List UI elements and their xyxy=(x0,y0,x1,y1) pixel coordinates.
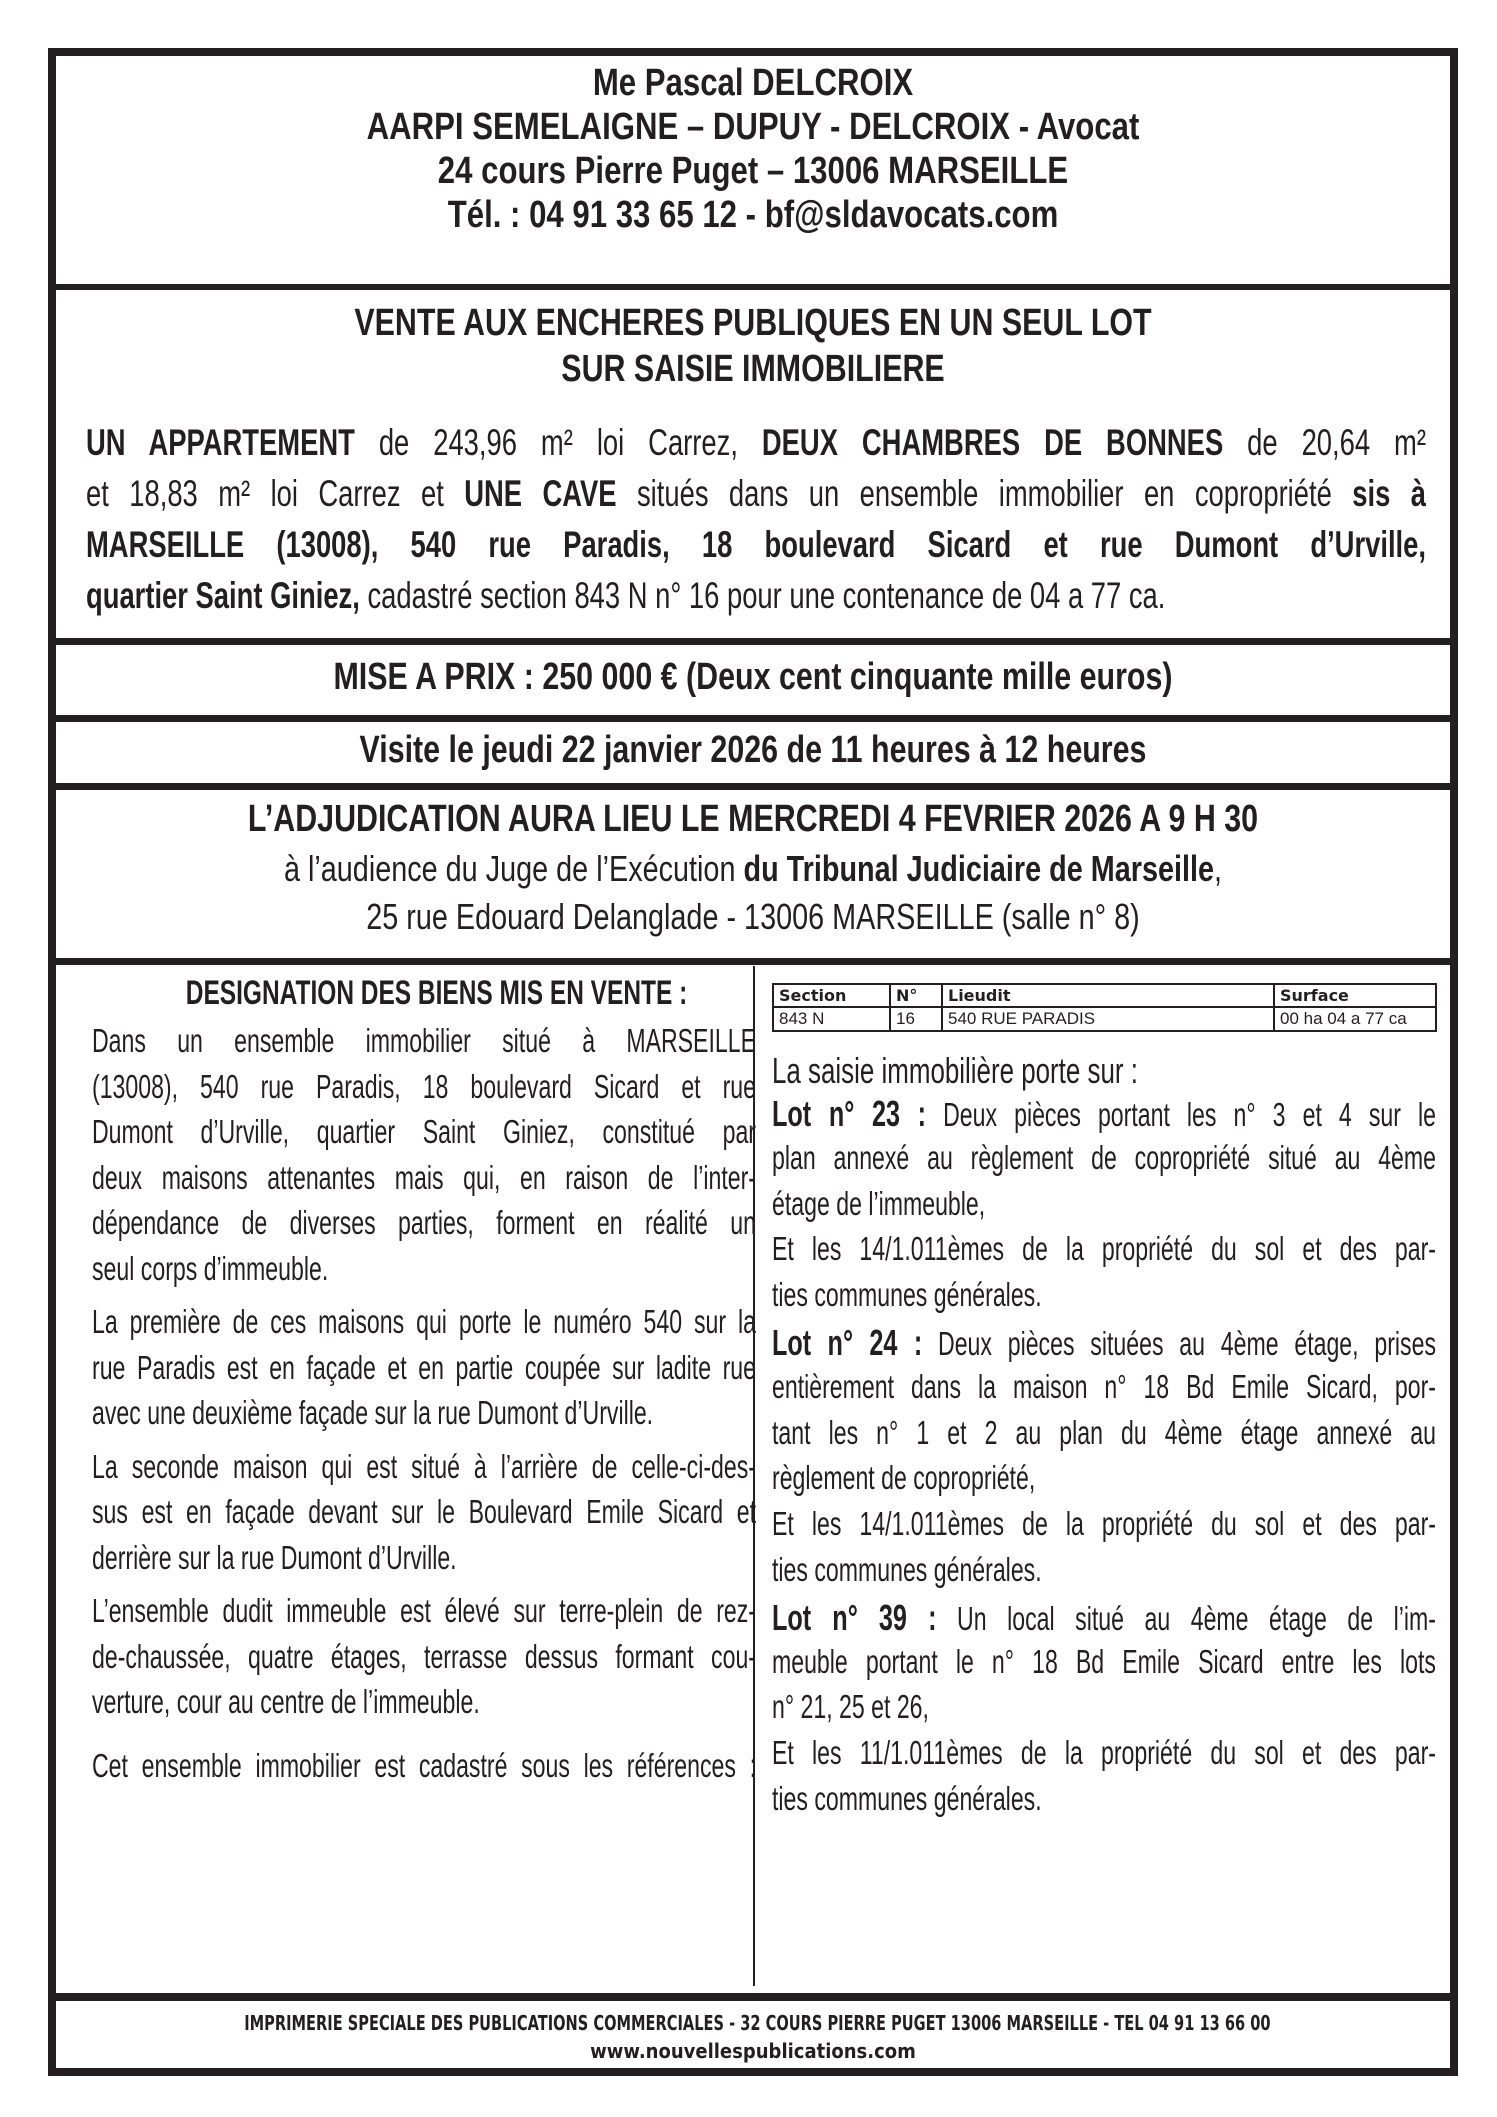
table-cell: 16 xyxy=(890,1007,942,1031)
table-cell: 843 N xyxy=(773,1007,890,1031)
designation-line: Dumont d’Urville, quartier Saint Giniez, constitué par xyxy=(92,1113,756,1150)
seizure-line xyxy=(772,1643,1436,1681)
lot-text: Et les 11/1.011èmes de la propriété du sol et des par- xyxy=(772,1734,1436,1772)
divider xyxy=(56,638,1450,645)
seizure-line xyxy=(772,1414,1436,1452)
law-firm: AARPI SEMELAIGNE – DUPUY - DELCROIX - Avocat xyxy=(366,106,1140,148)
summary-line xyxy=(86,575,1426,617)
designation-line: deux maisons attenantes mais qui, en raison de l’inter- xyxy=(92,1158,756,1196)
seizure-line xyxy=(772,1505,1436,1543)
summary-emphasis: MARSEILLE (13008), 540 rue Paradis, 18 boulevard Sicard et rue Dumont d’Urville, xyxy=(86,524,1426,565)
summary-emphasis: sis à xyxy=(1352,473,1426,514)
designation-line: Cet ensemble immobilier est cadastré sous les références : xyxy=(92,1746,756,1784)
lot-label: Lot n° 39 : xyxy=(772,1596,937,1638)
table-row xyxy=(773,1007,1436,1031)
divider xyxy=(56,1993,1450,2001)
table-header: Surface xyxy=(1274,984,1436,1007)
lot-text: n° 21, 25 et 26, xyxy=(772,1688,929,1726)
lot-text: ties communes générales. xyxy=(772,1780,1042,1817)
lot-line xyxy=(772,1093,1436,1135)
lot-label: Lot n° 23 : xyxy=(772,1093,927,1134)
designation-line: (13008), 540 rue Paradis, 18 boulevard Sicard et rue xyxy=(92,1067,756,1105)
printer-website[interactable]: www.nouvellespublications.com xyxy=(590,2039,916,2063)
seizure-line xyxy=(772,1230,1436,1268)
court-suffix: , xyxy=(1214,848,1223,889)
designation-line: sus est en façade devant sur le Boulevard Emile Sicard et xyxy=(92,1493,756,1530)
lot-text: plan annexé au règlement de copropriété situé au 4ème xyxy=(772,1138,1436,1176)
lot-text: Deux pièces situées au 4ème étage, prises xyxy=(922,1325,1436,1362)
summary-line xyxy=(86,422,1426,464)
lot-text: étage de l’immeuble, xyxy=(772,1184,986,1222)
printer-info: IMPRIMERIE SPECIALE DES PUBLICATIONS COMMERCIALES - 32 COURS PIERRE PUGET 13006 MARSEILLE - TEL 04 91 13 66 00 xyxy=(244,2011,1271,2035)
firm-address: 24 cours Pierre Puget – 13006 MARSEILLE xyxy=(437,150,1069,192)
lot-label: Lot n° 24 : xyxy=(772,1322,923,1363)
seizure-line xyxy=(772,1185,1436,1223)
lot-text: Deux pièces portant les n° 3 et 4 sur le xyxy=(926,1096,1436,1133)
table-header: Section xyxy=(773,984,890,1007)
designation-title: DESIGNATION DES BIENS MIS EN VENTE : xyxy=(185,974,688,1012)
lot-text: Un local situé au 4ème étage de l’im- xyxy=(936,1599,1436,1637)
designation-line: rue Paradis est en façade et en partie coupée sur ladite rue xyxy=(92,1348,756,1386)
divider xyxy=(56,783,1450,790)
seizure-line xyxy=(772,1368,1436,1406)
adjudication-court xyxy=(56,848,1450,890)
summary-line xyxy=(86,524,1426,566)
court-name: du Tribunal Judiciaire de Marseille xyxy=(743,848,1215,889)
divider xyxy=(56,958,1450,965)
table-header: Lieudit xyxy=(942,984,1274,1007)
seizure-line xyxy=(772,1551,1436,1589)
designation-line: L’ensemble dudit immeuble est élevé sur terre-plein de rez- xyxy=(92,1592,756,1629)
divider xyxy=(56,715,1450,722)
lot-text: règlement de copropriété, xyxy=(772,1459,1036,1497)
seizure-line xyxy=(772,1688,1436,1726)
table-header-row xyxy=(773,984,1436,1007)
lawyer-name: Me Pascal DELCROIX xyxy=(592,62,914,104)
firm-contact[interactable]: Tél. : 04 91 33 65 12 - bf@sldavocats.com xyxy=(447,194,1059,236)
table-cell: 540 RUE PARADIS xyxy=(942,1007,1274,1031)
lot-text: entièrement dans la maison n° 18 Bd Emile Sicard, por- xyxy=(772,1367,1436,1405)
visit-info: Visite le jeudi 22 janvier 2026 de 11 heures à 12 heures xyxy=(359,729,1147,771)
designation-line: de-chaussée, quatre étages, terrasse dessus formant cou- xyxy=(92,1637,756,1675)
designation-line: derrière sur la rue Dumont d’Urville. xyxy=(92,1538,457,1576)
summary-emphasis: quartier Saint Giniez, xyxy=(86,575,360,616)
divider xyxy=(56,284,1450,290)
seizure-line xyxy=(772,1459,1436,1497)
starting-price: MISE A PRIX : 250 000 € (Deux cent cinquante mille euros) xyxy=(333,656,1173,698)
summary-text: de 20,64 m² xyxy=(1223,422,1426,463)
designation-line: Dans un ensemble immobilier situé à MARSEILLE xyxy=(92,1022,756,1059)
seizure-line xyxy=(772,1780,1436,1818)
court-prefix: à l’audience du Juge de l’Exécution xyxy=(283,848,744,889)
seizure-line xyxy=(772,1276,1436,1314)
summary-text: et 18,83 m² loi Carrez et xyxy=(86,473,465,514)
adjudication-address: 25 rue Edouard Delanglade - 13006 MARSEILLE (salle n° 8) xyxy=(366,896,1140,937)
lot-text: ties communes générales. xyxy=(772,1276,1042,1314)
lot-text: Et les 14/1.011èmes de la propriété du sol et des par- xyxy=(772,1230,1436,1268)
seizure-intro: La saisie immobilière porte sur : xyxy=(772,1050,1138,1091)
summary-emphasis: UN APPARTEMENT xyxy=(86,422,355,463)
summary-text: situés dans un ensemble immobilier en copropriété xyxy=(616,473,1353,514)
designation-line: verture, cour au centre de l’immeuble. xyxy=(92,1683,480,1720)
lot-line xyxy=(772,1597,1436,1639)
summary-text: de 243,96 m² loi Carrez, xyxy=(354,422,762,463)
summary-line xyxy=(86,473,1426,515)
sale-title-line1: VENTE AUX ENCHERES PUBLIQUES EN UN SEUL LOT xyxy=(354,302,1152,344)
designation-line: avec une deuxième façade sur la rue Dumont d’Urville. xyxy=(92,1394,654,1431)
summary-emphasis: DEUX CHAMBRES DE BONNES xyxy=(761,422,1224,463)
designation-line: La seconde maison qui est situé à l’arrière de celle-ci-des- xyxy=(92,1447,756,1485)
adjudication-title: L’ADJUDICATION AURA LIEU LE MERCREDI 4 FEVRIER 2026 A 9 H 30 xyxy=(247,798,1259,840)
seizure-line xyxy=(772,1734,1436,1772)
designation-line: dépendance de diverses parties, forment en réalité un xyxy=(92,1204,756,1241)
table-header: N° xyxy=(890,984,942,1007)
summary-emphasis: UNE CAVE xyxy=(464,473,617,514)
designation-line: La première de ces maisons qui porte le numéro 540 sur la xyxy=(92,1303,756,1340)
sale-title-line2: SUR SAISIE IMMOBILIERE xyxy=(561,348,945,390)
cadastre-table xyxy=(772,983,1437,1032)
seizure-line xyxy=(772,1139,1436,1177)
announcement-frame xyxy=(48,48,1458,2076)
lot-text: Et les 14/1.011èmes de la propriété du sol et des par- xyxy=(772,1505,1436,1543)
lot-text: tant les n° 1 et 2 au plan du 4ème étage annexé au xyxy=(772,1413,1436,1451)
lot-text: ties communes générales. xyxy=(772,1551,1042,1588)
summary-text: cadastré section 843 N n° 16 pour une contenance de 04 a 77 ca. xyxy=(359,575,1166,616)
table-cell: 00 ha 04 a 77 ca xyxy=(1274,1007,1436,1031)
lot-text: meuble portant le n° 18 Bd Emile Sicard entre les lots xyxy=(772,1642,1436,1680)
lot-line xyxy=(772,1322,1436,1364)
designation-line: seul corps d’immeuble. xyxy=(92,1249,329,1287)
